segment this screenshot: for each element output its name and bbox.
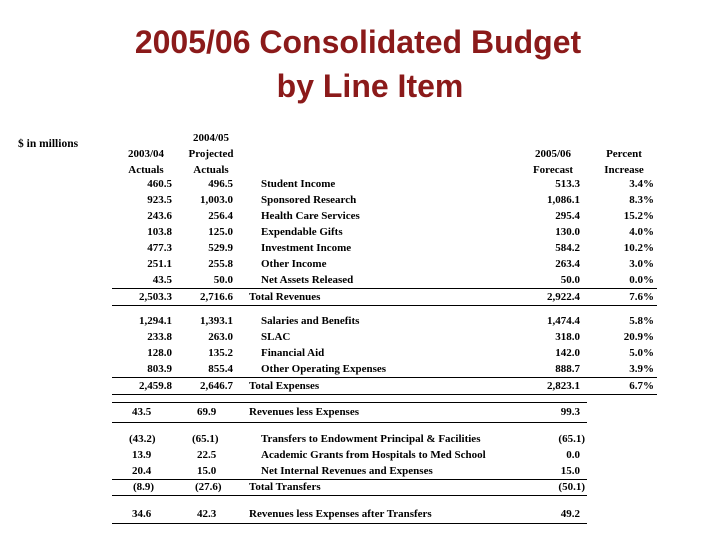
table-row xyxy=(0,431,728,447)
cell-2005: 0.0 xyxy=(566,449,580,461)
cell-2005: 513.3 xyxy=(555,178,580,190)
cell-2004: 2,646.7 xyxy=(200,380,233,392)
cell-percent: 3.4% xyxy=(629,178,654,190)
cell-label: Financial Aid xyxy=(261,347,325,359)
cell-2005: 49.2 xyxy=(560,508,580,520)
cell-label: Total Transfers xyxy=(249,481,321,493)
table-row xyxy=(0,176,728,192)
cell-label: Sponsored Research xyxy=(261,194,357,206)
divider xyxy=(112,523,587,524)
cell-2003: 2,503.3 xyxy=(139,291,172,303)
table-row xyxy=(0,345,728,361)
header-2005-06 xyxy=(524,146,582,178)
cell-label: Other Operating Expenses xyxy=(261,363,387,375)
cell-2004: 496.5 xyxy=(208,178,233,190)
cell-2005: (50.1) xyxy=(558,481,585,493)
cell-2004: 2,716.6 xyxy=(200,291,233,303)
cell-label: Revenues less Expenses xyxy=(249,406,360,418)
cell-2003: 34.6 xyxy=(132,508,152,520)
cell-percent: 7.6% xyxy=(629,291,654,303)
cell-2004: 125.0 xyxy=(208,226,233,238)
table-row xyxy=(0,361,728,377)
cell-2003: 803.9 xyxy=(147,363,172,375)
cell-2003: 1,294.1 xyxy=(139,315,172,327)
table-row xyxy=(0,224,728,240)
cell-2003: (8.9) xyxy=(133,481,155,493)
cell-label: Health Care Services xyxy=(261,210,360,222)
cell-2003: (43.2) xyxy=(129,433,156,445)
cell-label: Academic Grants from Hospitals to Med School xyxy=(261,449,486,461)
cell-2005: 99.3 xyxy=(560,406,580,418)
total-row xyxy=(0,289,728,305)
cell-label: Other Income xyxy=(261,258,327,270)
cell-2005: 318.0 xyxy=(555,331,580,343)
cell-2004: 263.0 xyxy=(208,331,233,343)
cell-2005: (65.1) xyxy=(558,433,585,445)
cell-percent: 3.0% xyxy=(629,258,654,270)
cell-2004: 50.0 xyxy=(213,274,233,286)
header-2003-04 xyxy=(118,146,174,178)
header-2005-06-line1: 2005/06 xyxy=(534,148,572,160)
cell-2004: 15.0 xyxy=(197,465,217,477)
cell-2005: 1,474.4 xyxy=(547,315,580,327)
divider xyxy=(112,394,657,395)
table-row xyxy=(0,208,728,224)
header-2004-05-line2: Projected xyxy=(188,148,234,160)
cell-2004: 42.3 xyxy=(197,508,217,520)
cell-label: Salaries and Benefits xyxy=(261,315,360,327)
cell-2005: 2,823.1 xyxy=(547,380,580,392)
page-title: 2005/06 Consolidated Budget xyxy=(134,24,582,60)
table-row xyxy=(0,256,728,272)
cell-2004: (27.6) xyxy=(195,481,222,493)
units-label: $ in millions xyxy=(18,138,79,150)
cell-2004: (65.1) xyxy=(192,433,219,445)
cell-label: Total Revenues xyxy=(249,291,321,303)
cell-percent: 3.9% xyxy=(629,363,654,375)
cell-percent: 20.9% xyxy=(623,331,654,343)
cell-2004: 1,003.0 xyxy=(200,194,233,206)
cell-label: Net Assets Released xyxy=(261,274,354,286)
table-row xyxy=(0,447,728,463)
page-subtitle: by Line Item xyxy=(276,68,464,104)
cell-2003: 460.5 xyxy=(147,178,172,190)
header-percent xyxy=(592,146,656,178)
subtotal-row xyxy=(0,404,728,420)
cell-2005: 263.4 xyxy=(555,258,580,270)
cell-label: Revenues less Expenses after Transfers xyxy=(249,508,432,520)
cell-2004: 69.9 xyxy=(197,406,217,418)
cell-2005: 888.7 xyxy=(555,363,580,375)
cell-2004: 135.2 xyxy=(208,347,233,359)
header-percent-line1: Percent xyxy=(606,148,642,160)
divider xyxy=(112,495,587,496)
cell-label: Transfers to Endowment Principal & Facilities xyxy=(261,433,481,445)
total-row xyxy=(0,479,728,495)
cell-2003: 13.9 xyxy=(132,449,152,461)
final-row xyxy=(0,506,728,522)
cell-2003: 103.8 xyxy=(147,226,172,238)
cell-2005: 15.0 xyxy=(560,465,580,477)
cell-2003: 20.4 xyxy=(132,465,152,477)
total-row xyxy=(0,378,728,394)
cell-2004: 855.4 xyxy=(208,363,233,375)
cell-percent: 5.0% xyxy=(629,347,654,359)
table-row xyxy=(0,240,728,256)
table-row xyxy=(0,272,728,288)
cell-label: Total Expenses xyxy=(249,380,320,392)
table-row xyxy=(0,329,728,345)
cell-2003: 2,459.8 xyxy=(139,380,172,392)
header-2004-05-line1: 2004/05 xyxy=(192,132,230,144)
cell-percent: 6.7% xyxy=(629,380,654,392)
cell-2003: 477.3 xyxy=(147,242,172,254)
cell-label: Expendable Gifts xyxy=(261,226,343,238)
cell-2005: 142.0 xyxy=(555,347,580,359)
cell-2004: 1,393.1 xyxy=(200,315,233,327)
cell-percent: 5.8% xyxy=(629,315,654,327)
header-percent-line2: Increase xyxy=(604,164,644,176)
cell-label: SLAC xyxy=(261,331,291,343)
cell-2003: 43.5 xyxy=(132,406,152,418)
cell-label: Student Income xyxy=(261,178,336,190)
cell-percent: 8.3% xyxy=(629,194,654,206)
divider xyxy=(112,305,657,306)
cell-2005: 130.0 xyxy=(555,226,580,238)
divider xyxy=(112,402,587,403)
cell-2005: 295.4 xyxy=(555,210,580,222)
cell-2004: 256.4 xyxy=(208,210,233,222)
cell-2003: 251.1 xyxy=(147,258,172,270)
cell-2003: 43.5 xyxy=(152,274,172,286)
table-row xyxy=(0,313,728,329)
header-2003-04-line2: Actuals xyxy=(128,164,164,176)
cell-2003: 923.5 xyxy=(147,194,172,206)
divider xyxy=(112,422,587,423)
header-2004-05-line3: Actuals xyxy=(193,164,229,176)
table-row xyxy=(0,463,728,479)
cell-2004: 529.9 xyxy=(208,242,233,254)
cell-percent: 0.0% xyxy=(629,274,654,286)
cell-2003: 233.8 xyxy=(147,331,172,343)
header-2003-04-line1: 2003/04 xyxy=(127,148,165,160)
cell-2005: 50.0 xyxy=(560,274,580,286)
cell-percent: 10.2% xyxy=(623,242,654,254)
header-2005-06-line2: Forecast xyxy=(532,164,574,176)
cell-2004: 255.8 xyxy=(208,258,233,270)
cell-2003: 128.0 xyxy=(147,347,172,359)
cell-2005: 584.2 xyxy=(555,242,580,254)
cell-2005: 2,922.4 xyxy=(547,291,580,303)
table-row xyxy=(0,192,728,208)
cell-percent: 4.0% xyxy=(629,226,654,238)
cell-label: Net Internal Revenues and Expenses xyxy=(261,465,433,477)
cell-label: Investment Income xyxy=(261,242,352,254)
header-2004-05 xyxy=(180,130,242,178)
cell-2004: 22.5 xyxy=(197,449,217,461)
cell-2005: 1,086.1 xyxy=(547,194,580,206)
cell-percent: 15.2% xyxy=(623,210,654,222)
cell-2003: 243.6 xyxy=(147,210,172,222)
